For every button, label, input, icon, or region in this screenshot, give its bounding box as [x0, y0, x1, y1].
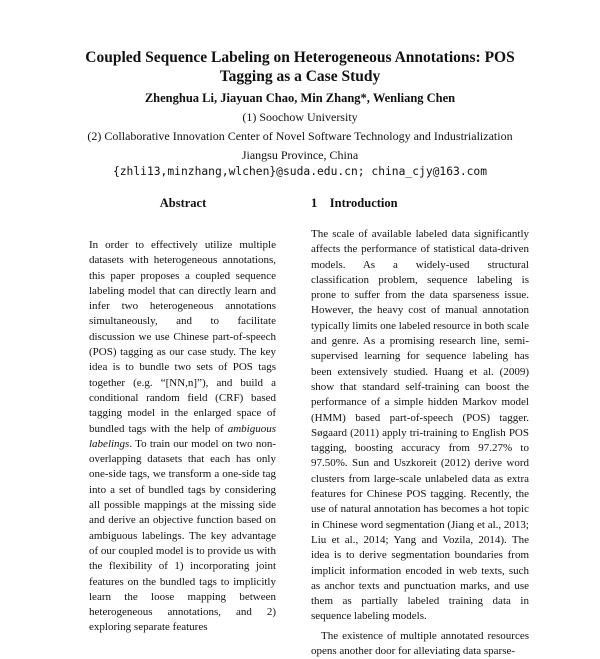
affiliation-1: (1) Soochow University	[242, 110, 358, 124]
intro-paragraph-1: The scale of available labeled data significantly affects the performance of statistical data-driven models. As a widely-used structural classification problem, sequence labeling is prone to suffer from the data sparseness issue. However, the heavy cost of manual annotation typically limits one labeled resource in both scale and genre. As a promising research line, semi-supervised learning for sequence labeling has been extensively studied. Huang et al. (2009) show that standard self-training can boost the performance of a simple hidden Markov model (HMM) based part-of-speech (POS) tagger. Søgaard (2011) apply tri-training to English POS tagging, boosting accuracy from 97.27% to 97.50%. Sun and Uszkoreit (2012) derive word clusters from large-scale unlabeled data as extra features for Chinese POS tagging. Recently, the use of natural annotation has becomes a hot topic in Chinese word segmentation (Jiang et al., 2013; Liu et al., 2014; Yang and Vozila, 2014). The idea is to derive segmentation boundaries from implicit information encoded in web texts, such as anchor texts and punctuation marks, and use them as partially labeled training data in sequence labeling models.	[311, 228, 529, 623]
affiliation-3: Jiangsu Province, China	[241, 148, 359, 162]
abstract-heading: Abstract	[159, 196, 207, 210]
abstract-text-part1: In order to effectively utilize multiple datasets with heterogeneous annotations, this paper proposes a coupled sequence labeling model that can directly learn and infer two heterogeneous annotations simultaneously, and to facilitate discussion we use Chinese part-of-speech (POS) tagging as our case study. The key idea is to bundle two sets of POS tags together (e.g. “[NN,n]”), and build a conditional random field (CRF) based tagging model in the enlarged space of bundled tags with the help of	[89, 239, 276, 435]
abstract-emphasis: ambiguous labelings	[89, 422, 276, 450]
abstract-body	[89, 238, 276, 636]
introduction-heading: 1 Introduction	[311, 196, 398, 210]
author-list: Zhenghua Li, Jiayuan Chao, Min Zhang*, Wenliang Chen	[144, 91, 456, 105]
introduction-body	[311, 227, 529, 659]
abstract-text-part2: . To train our model on two non-overlapping datasets that each has only one-side tags, we transform a one-side tag into a set of bundled tags by considering all possible mappings at the missing side and derive an objective function based on ambiguous labelings. The key advantage of our coupled model is to provide us with the flexibility of 1) incorporating joint features on the bundled tags to implicitly learn the loose mapping between heterogeneous annotations, and 2) exploring separate features	[89, 437, 276, 634]
author-emails: {zhli13,minzhang,wlchen}@suda.edu.cn; china_cjy@163.com	[112, 165, 488, 178]
intro-paragraph-2: The existence of multiple annotated resources opens another door for alleviating data sparse-	[311, 629, 529, 658]
paper-title: Coupled Sequence Labeling on Heterogeneous Annotations: POS Tagging as a Case Study	[85, 49, 515, 85]
affiliation-2: (2) Collaborative Innovation Center of Novel Software Technology and Industrialization	[87, 129, 513, 143]
